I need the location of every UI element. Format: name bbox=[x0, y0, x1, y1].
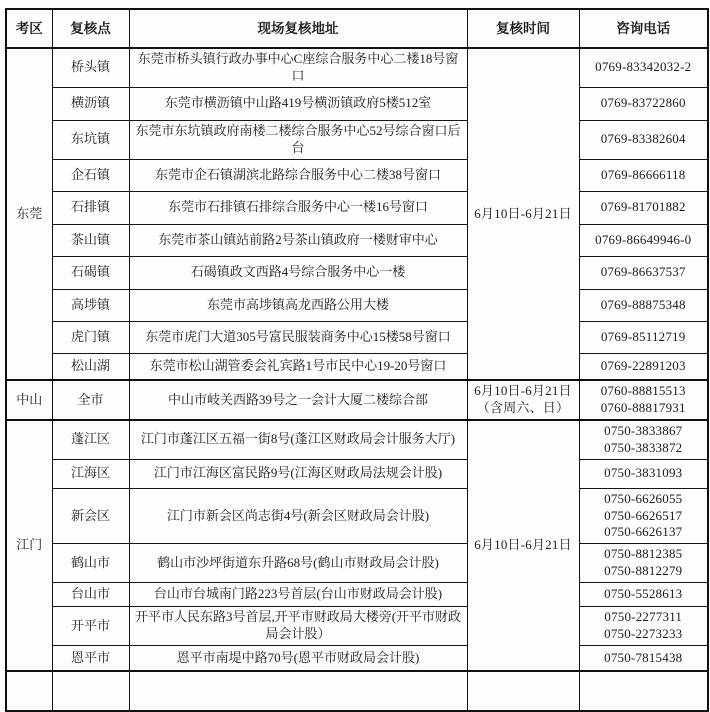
exam-area-cell: 东莞 bbox=[6, 48, 52, 380]
table-row bbox=[6, 645, 708, 671]
phone-cell bbox=[579, 380, 708, 420]
phone-cell bbox=[579, 353, 708, 380]
review-time-text: 6月10日-6月21日 bbox=[474, 537, 572, 553]
review-point-cell: 松山湖 bbox=[52, 353, 129, 380]
review-table-header bbox=[6, 9, 708, 48]
phone-cell bbox=[579, 544, 708, 583]
address-cell: 石碣镇政文西路4号综合服务中心一楼 bbox=[129, 256, 467, 289]
exam-area-cell: 江门 bbox=[6, 420, 52, 672]
phone-cell bbox=[579, 120, 708, 159]
review-point-cell: 东坑镇 bbox=[52, 120, 129, 159]
empty-cell bbox=[579, 671, 708, 711]
review-time-text: 6月10日-6月21日 bbox=[474, 205, 572, 221]
phone-cell bbox=[579, 420, 708, 459]
phone-cell bbox=[579, 256, 708, 289]
address-cell: 东莞市横沥镇中山路419号横沥镇政府5楼512室 bbox=[129, 87, 467, 120]
table-row bbox=[6, 191, 708, 224]
review-point-cell: 蓬江区 bbox=[52, 420, 129, 459]
header-review-time: 复核时间 bbox=[467, 9, 579, 48]
phone-number: 0769-83382604 bbox=[600, 131, 686, 147]
phone-number: 0750-3833872 bbox=[604, 439, 683, 455]
table-row bbox=[6, 256, 708, 289]
review-point-cell: 高埗镇 bbox=[52, 289, 129, 321]
review-time-cell bbox=[467, 48, 579, 380]
phone-number: 0769-81701882 bbox=[600, 199, 686, 215]
phone-cell bbox=[579, 224, 708, 256]
review-time-cell bbox=[467, 380, 579, 420]
review-point-cell: 企石镇 bbox=[52, 159, 129, 191]
header-review-point: 复核点 bbox=[52, 9, 129, 48]
table-row bbox=[6, 459, 708, 488]
address-cell: 东莞市东坑镇政府南楼二楼综合服务中心52号综合窗口后台 bbox=[129, 120, 467, 159]
phone-number: 0760-88815513 bbox=[600, 383, 686, 399]
address-cell: 东莞市高埗镇高龙西路公用大楼 bbox=[129, 289, 467, 321]
phone-cell bbox=[579, 87, 708, 120]
phone-number: 0750-8812279 bbox=[604, 563, 683, 579]
table-row bbox=[6, 488, 708, 544]
table-row bbox=[6, 48, 708, 87]
phone-cell bbox=[579, 583, 708, 607]
header-exam-area: 考区 bbox=[6, 9, 52, 48]
scanned-document-page bbox=[0, 8, 710, 665]
phone-number: 0750-8812385 bbox=[604, 546, 683, 562]
phone-number: 0750-6626137 bbox=[604, 524, 683, 540]
phone-number: 0769-86666118 bbox=[601, 166, 686, 182]
table-row bbox=[6, 224, 708, 256]
phone-number: 0750-2273233 bbox=[604, 625, 683, 641]
address-cell: 中山市岐关西路39号之一会计大厦二楼综合部 bbox=[129, 380, 467, 420]
address-cell: 东莞市虎门大道305号富民服装商务中心15楼58号窗口 bbox=[129, 321, 467, 353]
phone-cell bbox=[579, 48, 708, 87]
phone-number: 0760-88817931 bbox=[600, 399, 686, 415]
phone-cell bbox=[579, 191, 708, 224]
exam-area-cell: 中山 bbox=[6, 380, 52, 420]
empty-cell bbox=[129, 671, 467, 711]
table-row bbox=[6, 420, 708, 459]
table-row bbox=[6, 321, 708, 353]
phone-cell bbox=[579, 289, 708, 321]
phone-cell bbox=[579, 321, 708, 353]
address-cell: 东莞市企石镇湖滨北路综合服务中心二楼38号窗口 bbox=[129, 159, 467, 191]
address-cell: 东莞市石排镇石排综合服务中心一楼16号窗口 bbox=[129, 191, 467, 224]
review-time-text: （含周六、日） bbox=[476, 399, 570, 415]
address-cell: 江门市蓬江区五福一街8号(蓬江区财政局会计服务大厅) bbox=[129, 420, 467, 459]
review-point-cell: 台山市 bbox=[52, 583, 129, 607]
address-cell: 恩平市南堤中路70号(恩平市财政局会计股) bbox=[129, 645, 467, 671]
review-time-cell bbox=[467, 420, 579, 672]
table-row bbox=[6, 583, 708, 607]
phone-number: 0750-5528613 bbox=[604, 586, 683, 602]
phone-number: 0750-3833867 bbox=[604, 422, 683, 438]
phone-cell bbox=[579, 488, 708, 544]
address-cell: 江门市江海区富民路9号(江海区财政局法规会计股) bbox=[129, 459, 467, 488]
phone-number: 0750-6626055 bbox=[604, 490, 683, 506]
phone-number: 0769-83342032-2 bbox=[595, 59, 692, 75]
empty-cell bbox=[6, 671, 52, 711]
empty-cell bbox=[467, 671, 579, 711]
header-address: 现场复核地址 bbox=[129, 9, 467, 48]
review-time-text: 6月10日-6月21日 bbox=[474, 383, 572, 399]
review-point-cell: 新会区 bbox=[52, 488, 129, 544]
table-row bbox=[6, 353, 708, 380]
header-phone: 咨询电话 bbox=[579, 9, 708, 48]
table-row bbox=[6, 87, 708, 120]
table-row bbox=[6, 380, 708, 420]
address-cell: 东莞市茶山镇站前路2号茶山镇政府一楼财审中心 bbox=[129, 224, 467, 256]
table-row bbox=[6, 120, 708, 159]
phone-number: 0750-3831093 bbox=[604, 465, 683, 481]
review-point-cell: 石碣镇 bbox=[52, 256, 129, 289]
review-point-cell: 全市 bbox=[52, 380, 129, 420]
review-point-cell: 江海区 bbox=[52, 459, 129, 488]
review-point-cell: 开平市 bbox=[52, 607, 129, 646]
phone-cell bbox=[579, 159, 708, 191]
review-point-cell: 虎门镇 bbox=[52, 321, 129, 353]
phone-number: 0769-88875348 bbox=[600, 296, 686, 312]
review-point-cell: 桥头镇 bbox=[52, 48, 129, 87]
phone-number: 0769-86637537 bbox=[600, 264, 686, 280]
address-cell: 东莞市松山湖管委会礼宾路1号市民中心19-20号窗口 bbox=[129, 353, 467, 380]
phone-cell bbox=[579, 645, 708, 671]
review-point-cell: 恩平市 bbox=[52, 645, 129, 671]
phone-number: 0750-6626517 bbox=[604, 507, 683, 523]
phone-number: 0769-86649946-0 bbox=[595, 231, 692, 247]
phone-number: 0750-2277311 bbox=[604, 609, 683, 625]
table-row bbox=[6, 289, 708, 321]
review-point-cell: 茶山镇 bbox=[52, 224, 129, 256]
phone-number: 0769-83722860 bbox=[600, 95, 686, 111]
address-cell: 台山市台城南门路223号首层(台山市财政局会计股) bbox=[129, 583, 467, 607]
review-point-cell: 横沥镇 bbox=[52, 87, 129, 120]
phone-number: 0769-22891203 bbox=[600, 357, 686, 373]
phone-number: 0750-7815438 bbox=[604, 649, 683, 665]
review-table-body bbox=[6, 48, 708, 711]
phone-cell bbox=[579, 607, 708, 646]
table-row bbox=[6, 544, 708, 583]
empty-cell bbox=[52, 671, 129, 711]
phone-cell bbox=[579, 459, 708, 488]
phone-number: 0769-85112719 bbox=[601, 328, 686, 344]
address-cell: 东莞市桥头镇行政办事中心C座综合服务中心二楼18号窗口 bbox=[129, 48, 467, 87]
table-row bbox=[6, 159, 708, 191]
review-point-cell: 石排镇 bbox=[52, 191, 129, 224]
address-cell: 江门市新会区尚志街4号(新会区财政局会计股) bbox=[129, 488, 467, 544]
address-cell: 鹤山市沙坪街道东升路68号(鹤山市财政局会计股) bbox=[129, 544, 467, 583]
address-cell: 开平市人民东路3号首层,开平市财政局大楼旁(开平市财政局会计股） bbox=[129, 607, 467, 646]
table-row-partial bbox=[6, 671, 708, 711]
review-table bbox=[5, 8, 709, 712]
table-row bbox=[6, 607, 708, 646]
review-point-cell: 鹤山市 bbox=[52, 544, 129, 583]
